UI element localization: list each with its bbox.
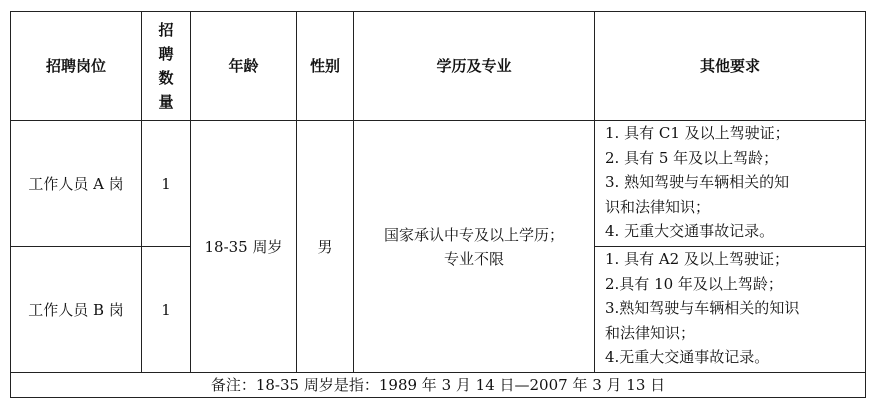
table-row (11, 121, 866, 247)
header-count-char: 招 (158, 21, 174, 39)
position-cell: 工作人员 B 岗 (11, 247, 142, 373)
requirement-line: 2.具有 10 年及以上驾龄； (605, 274, 783, 293)
header-count-char: 数 (158, 69, 174, 87)
education-line: 国家承认中专及以上学历； (383, 225, 564, 244)
header-gender: 性别 (297, 12, 354, 121)
header-count (142, 12, 191, 121)
requirements-cell (595, 121, 866, 247)
requirement-line: 识和法律知识； (605, 197, 711, 216)
requirement-line: 2. 具有 5 年及以上驾龄； (605, 148, 779, 167)
position-cell: 工作人员 A 岗 (11, 121, 142, 247)
requirement-line: 3. 熟知驾驶与车辆相关的知 (605, 173, 790, 191)
age-cell: 18-35 周岁 (191, 121, 297, 373)
requirement-line: 和法律知识； (605, 323, 696, 342)
recruitment-table (10, 11, 866, 398)
header-count-char: 聘 (158, 45, 174, 63)
requirement-line: 1. 具有 A2 及以上驾驶证； (605, 250, 789, 268)
header-count-char: 量 (158, 93, 174, 111)
requirement-line: 4.无重大交通事故记录。 (605, 348, 770, 366)
education-line: 专业不限 (443, 249, 504, 268)
header-other: 其他要求 (595, 12, 866, 121)
note-row (11, 373, 866, 398)
requirement-line: 3.熟知驾驶与车辆相关的知识 (605, 299, 800, 317)
header-row (11, 12, 866, 121)
count-cell: 1 (142, 121, 191, 247)
note-text: 备注：18-35 周岁是指：1989 年 3 月 14 日—2007 年 3 月 13 日 (11, 373, 866, 398)
header-education: 学历及专业 (354, 12, 595, 121)
gender-cell: 男 (297, 121, 354, 373)
header-position: 招聘岗位 (11, 12, 142, 121)
count-cell: 1 (142, 247, 191, 373)
header-age: 年龄 (191, 12, 297, 121)
education-cell (354, 121, 595, 373)
requirement-line: 1. 具有 C1 及以上驾驶证； (605, 124, 790, 142)
requirement-line: 4. 无重大交通事故记录。 (605, 222, 775, 240)
requirements-cell (595, 247, 866, 373)
